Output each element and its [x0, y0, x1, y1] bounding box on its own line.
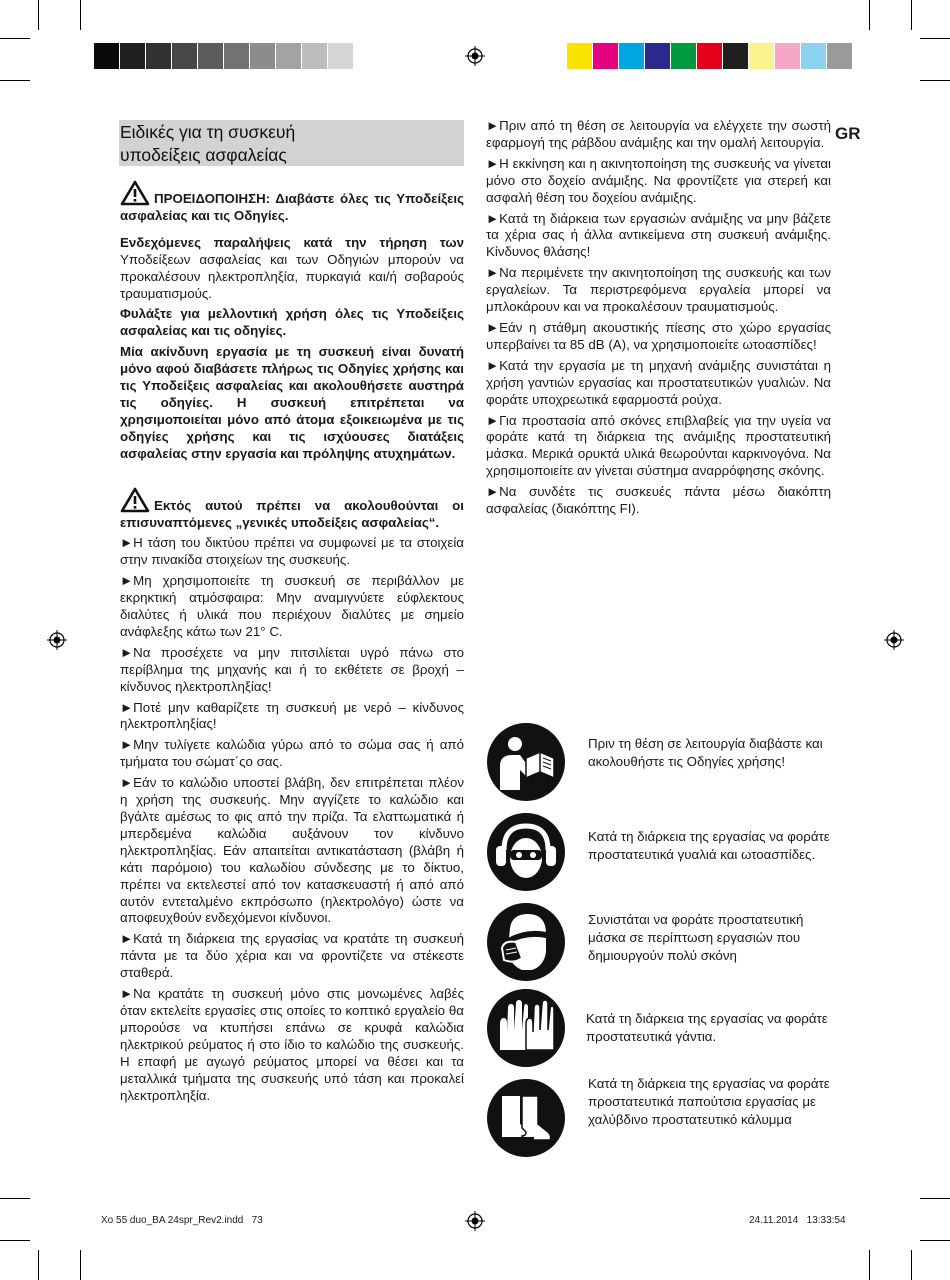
color-swatch	[827, 43, 853, 69]
color-swatch	[749, 43, 775, 69]
registration-mark-icon	[884, 630, 904, 650]
warning-paragraph	[120, 487, 464, 532]
goggles-ear-protection-icon	[486, 812, 566, 892]
color-swatch	[94, 43, 120, 69]
bullet-item: ►Να περιμένετε την ακινητοποίηση της συσκευής και των εργαλείων. Τα περιστρεφόμενα εργαλεία μπορεί να μπλοκάρουν και να προκαλέσουν τραυματισμούς.	[486, 265, 831, 315]
crop-mark	[0, 1198, 30, 1199]
color-swatch	[328, 43, 354, 69]
crop-mark	[0, 38, 30, 39]
color-swatch	[224, 43, 250, 69]
language-code: GR	[835, 124, 861, 143]
bullet-item: ►Να κρατάτε τη συσκευή μόνο στις μονωμένες λαβές όταν εκτελείτε εργασίες στις οποίες το κοπτικό εργαλείο θα μπορούσε να κτυπήσει επάνω σε κρυφά καλώδια ηλεκτρικού ρεύματος ή στο ίδιο το καλώδιο της συσκευής. Η επαφή με αγωγό ρεύματος μπορεί να θέσει και τα μεταλλικά τμήματα της συσκευής υπό τάση και προκαλεί ηλεκτροπληξία.	[120, 986, 464, 1103]
color-swatch	[801, 43, 827, 69]
crop-mark	[920, 80, 950, 81]
crop-mark	[869, 0, 870, 30]
pictogram-text: Κατά τη διάρκεια της εργασίας να φοράτε προστατευτικά γάντια.	[586, 1011, 828, 1044]
section-heading-line2: υποδείξεις ασφαλείας	[120, 145, 287, 165]
bullet-item: ►Ποτέ μην καθαρίζετε τη συσκευή με νερό – κίνδυνος ηλεκτροπληξίας!	[120, 699, 464, 732]
pictogram-text: Συνιστάται να φοράτε προστατευτική μάσκα σε περίπτωση εργασιών που δημιουργούν πολύ σκόνη	[588, 912, 804, 963]
color-control-bar	[567, 43, 853, 69]
paragraph: Φυλάξτε για μελλοντική χρήση όλες τις Υποδείξεις ασφαλείας και τις οδηγίες.	[120, 306, 464, 339]
color-swatch	[775, 43, 801, 69]
warning-paragraph	[120, 180, 464, 225]
color-swatch	[697, 43, 723, 69]
pictogram-item	[486, 902, 886, 992]
bullet-item: ►Εάν η στάθμη ακουστικής πίεσης στο χώρο εργασίας υπερβαίνει τα 85 dB (A), να χρησιμοποιείτε ωτοασπίδες!	[486, 319, 831, 352]
warning-text: Εκτός αυτού πρέπει να ακολουθούνται οι επισυναπτόμενες „γενικές υποδείξεις ασφαλείας“.	[120, 497, 464, 530]
bullet-item: ►Για προστασία από σκόνες επιβλαβείς για την υγεία να φοράτε κατά τη διάρκεια της ανάμιξης προστατευτική μάσκα. Μερικά ορυκτά υλικά θεωρούνται καρκινογόνα. Να χρησιμοποιείτε αν γίνεται σύστημα αναρρόφησης σκόνης.	[486, 412, 831, 479]
pictogram-text: Πριν τη θέση σε λειτουργία διαβάστε και ακολουθήστε τις Οδηγίες χρήσης!	[588, 736, 823, 769]
warning-triangle-icon	[120, 487, 150, 513]
safety-boots-icon	[486, 1078, 566, 1158]
color-swatch	[146, 43, 172, 69]
bullet-item: ►Η εκκίνηση και η ακινητοποίηση της συσκευής να γίνεται μόνο στο δοχείο ανάμιξης. Να φροντίζετε για στερεή και ασφαλή θέση του δοχείου ανάμιξης.	[486, 155, 831, 205]
bullet-item: ►Να συνδέτε τις συσκευές πάντα μέσω διακόπτη ασφαλείας (διακόπτης FI).	[486, 484, 831, 517]
color-swatch	[671, 43, 697, 69]
color-swatch	[645, 43, 671, 69]
crop-mark	[911, 1250, 912, 1280]
bullet-item: ►Μην τυλίγετε καλώδια γύρω από το σώμα σας ή από τμήματα του σώματ΄ςο σας.	[120, 737, 464, 770]
color-swatch	[276, 43, 302, 69]
bullet-item: ►Κατά την εργασία με τη μηχανή ανάμιξης συνιστάται η χρήση γαντιών εργασίας και προστατευτικών γυαλιών. Να φοράτε υποχρεωτικά εφαρμοστά ρούχα.	[486, 357, 831, 407]
paragraph-bold-lead: Ενδεχόμενες παραλήψεις κατά την τήρηση των	[120, 234, 464, 250]
color-swatch	[593, 43, 619, 69]
pictogram-item	[486, 722, 886, 812]
bullet-item: ►Η τάση του δικτύου πρέπει να συμφωνεί με τα στοιχεία στην πινακίδα στοιχείων της συσκευής.	[120, 535, 464, 568]
registration-mark-icon	[465, 46, 485, 66]
crop-mark	[80, 1250, 81, 1280]
footer-datetime: 24.11.2014 13:33:54	[749, 1215, 846, 1226]
color-swatch	[120, 43, 146, 69]
pictogram-item	[486, 988, 886, 1078]
registration-mark-icon	[47, 630, 67, 650]
pictogram-text: Κατά τη διάρκεια της εργασίας να φοράτε προστατευτικά γυαλιά και ωτοασπίδες.	[588, 829, 830, 862]
color-swatch	[172, 43, 198, 69]
grayscale-control-bar	[94, 43, 380, 69]
crop-mark	[0, 1240, 30, 1241]
section-heading-line1: Ειδικές για τη συσκευή	[120, 122, 296, 142]
warning-text: ΠΡΟΕΙΔΟΠΟΙΗΣΗ: Διαβάστε όλες τις Υποδείξεις ασφαλείας και τις Οδηγίες.	[120, 191, 464, 223]
pictogram-item	[486, 812, 886, 902]
color-swatch	[567, 43, 593, 69]
registration-mark-icon	[465, 1211, 485, 1231]
crop-mark	[920, 38, 950, 39]
color-swatch	[723, 43, 749, 69]
color-swatch	[250, 43, 276, 69]
crop-mark	[920, 1198, 950, 1199]
crop-mark	[869, 1250, 870, 1280]
bullet-item: ►Να προσέχετε να μην πιτσιλίεται υγρό πάνω στο περίβλημα της μηχανής και ή το εκθέτετε σε βροχή – κίνδυνος ηλεκτροπληξίας!	[120, 644, 464, 694]
dust-mask-icon	[486, 902, 566, 982]
bullet-item: ►Εάν το καλώδιο υποστεί βλάβη, δεν επιτρέπεται πλέον η χρήση της συσκευής. Μην αγγίζετε το καλώδιο και βγάλτε αμέσως το φις από την πρίζα. Τα ελαττωματικά ή μπερδεμένα καλώδια αυξάνουν τον κίνδυνο ηλεκτροπληξίας. Εάν απαιτείται αντικατάσταση (βλάβη ή κάτι παρόμοιο) του καλωδίου σύνδεσης με το δίκτυο, πρέπει να εκτελεστεί από τον κατασκευαστή ή από από αυτόν εντεταλμένο εκπρόσωπο (ηλεκτρολόγο) ώστε να αποφευχθούν ενδεχόμενοι κίνδυνοι.	[120, 775, 464, 926]
pictogram-text: Κατά τη διάρκεια της εργασίας να φοράτε προστατευτικά παπούτσια εργασίας με χαλύβδινο προστατευτικό κάλυμμα	[588, 1076, 830, 1127]
crop-mark	[80, 0, 81, 30]
crop-mark	[920, 1240, 950, 1241]
left-column	[120, 180, 464, 1108]
crop-mark	[911, 0, 912, 30]
crop-mark	[38, 0, 39, 30]
bullet-item: ►Μη χρησιμοποιείτε τη συσκευή σε περιβάλλον με εκρηκτική ατμόσφαιρα: Μην αναμιγνύετε εύφλεκτους διαλύτες ή υλικά που περιέχουν διαλύτες με σημείο ανάφλεξης κάτω των 21° C.	[120, 573, 464, 639]
color-swatch	[198, 43, 224, 69]
paragraph	[120, 235, 464, 303]
color-swatch	[619, 43, 645, 69]
pictogram-item	[486, 1078, 886, 1168]
bullet-item: ►Κατά τη διάρκεια της εργασίας να κρατάτε τη συσκευή πάντα με τα δύο χέρια και να φροντίζετε να στέκεστε σταθερά.	[120, 931, 464, 981]
color-swatch	[302, 43, 328, 69]
paragraph: Μία ακίνδυνη εργασία με τη συσκευή είναι δυνατή μόνο αφού διαβάσετε πλήρως τις Οδηγίες χρήσης και τις Υποδείξεις ασφαλείας και ακολουθήσετε αυστηρά τις οδηγίες. Η συσκευή επιτρέπεται να χρησιμοποιείται μόνο από άτομα εξοικειωμένα με τις οδηγίες χρήσης και τις ισχύουσες διατάξεις ασφαλείας στην εργασία και πρόληψης ατυχημάτων.	[120, 344, 464, 461]
footer-file-name: Xo 55 duo_BA 24spr_Rev2.indd 73	[101, 1215, 263, 1226]
read-manual-icon	[486, 722, 566, 802]
right-column	[486, 118, 831, 522]
gloves-icon	[486, 988, 566, 1068]
bullet-item: ►Κατά τη διάρκεια των εργασιών ανάμιξης να μην βάζετε τα χέρια σας ή άλλα αντικείμενα στη συσκευή ανάμιξης. Κίνδυνος θλάσης!	[486, 210, 831, 260]
bullet-item: ►Πριν από τη θέση σε λειτουργία να ελέγχετε την σωστή εφαρμογή της ράβδου ανάμιξης και την ομαλή λειτουργία.	[486, 118, 831, 150]
warning-triangle-icon	[120, 180, 150, 206]
crop-mark	[38, 1250, 39, 1280]
color-swatch	[354, 43, 380, 69]
paragraph-text: Υποδείξεων ασφαλείας και των Οδηγιών μπορούν να προκαλέσουν ηλεκτροπληξία, πυρκαγιά και/ή σοβαρούς τραυματισμούς.	[120, 251, 464, 301]
crop-mark	[0, 80, 30, 81]
